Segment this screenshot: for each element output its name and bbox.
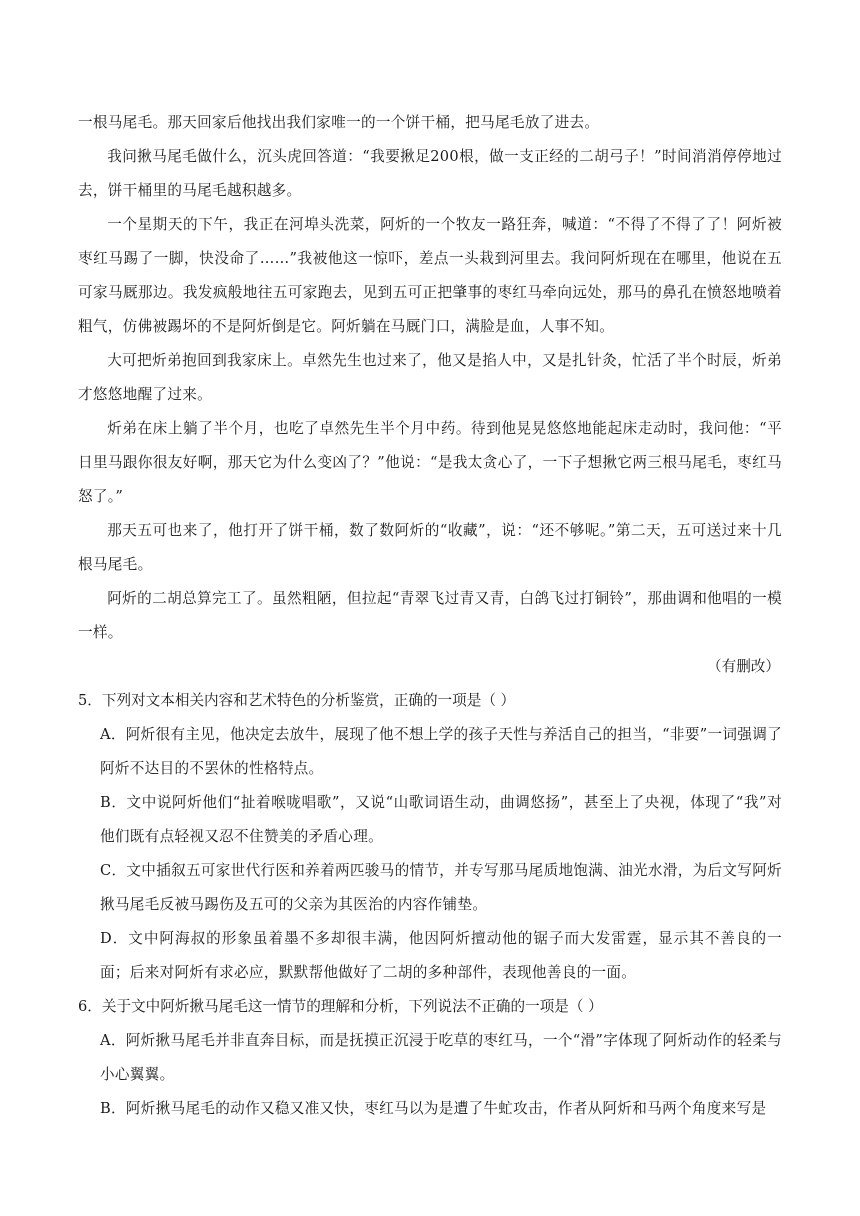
question-stem: 6．关于文中阿炘揪马尾毛这一情节的理解和分析，下列说法不正确的一项是（ ） [78,998,603,1015]
option-d: D．文中阿海叔的形象虽着墨不多却很丰满，他因阿炘擅动他的锯子而大发雷霆，显示其不善良的一面；后来对阿炘有求必应，默默帮他做好了二胡的多种部件，表现他善良的一面。 [100,930,782,981]
passage-paragraph-7: 阿炘的二胡总算完工了。虽然粗陋，但拉起“青翠飞过青又青，白鸽飞过打铜铃”，那曲调和他唱的一模一样。 [78,590,782,641]
passage-paragraph-3: 一个星期天的下午，我正在河埠头洗菜，阿炘的一个牧友一路狂奔，喊道：“不得了不得了了！阿炘被枣红马踢了一脚，快没命了……”我被他这一惊吓，差点一头栽到河里去。我问阿炘现在在哪里，他说在五可家马厩那边。我发疯般地往五可家跑去，见到五可正把肇事的枣红马牵向远处，那马的鼻孔在愤怒地喷着粗气，仿佛被踢坏的不是阿炘倒是它。阿炘躺在马厩门口，满脸是血，人事不知。 [78,216,782,335]
option-c: C．文中插叙五可家世代行医和养着两匹骏马的情节，并专写那马尾质地饱满、油光水滑，为后文写阿炘揪马尾毛反被马踢伤及五可的父亲为其医治的内容作铺垫。 [100,862,782,913]
passage-paragraph-4: 大可把炘弟抱回到我家床上。卓然先生也过来了，他又是掐人中，又是扎针灸，忙活了半个时辰，炘弟才悠悠地醒了过来。 [78,352,782,403]
passage-paragraph-2: 我问揪马尾毛做什么，沉头虎回答道：“我要揪足200根，做一支正经的二胡弓子！”时间消消停停地过去，饼干桶里的马尾毛越积越多。 [78,148,782,199]
passage [78,106,782,650]
passage-paragraph-6: 那天五可也来了，他打开了饼干桶，数了数阿炘的“收藏”，说：“还不够呢。”第二天，五可送过来十几根马尾毛。 [78,522,782,573]
question-stem: 5．下列对文本相关内容和艺术特色的分析鉴赏，正确的一项是（ ） [78,692,516,709]
document-page [78,106,782,1126]
option-a: A．阿炘很有主见，他决定去放牛，展现了他不想上学的孩子天性与养活自己的担当，“非要”一词强调了阿炘不达目的不罢休的性格特点。 [100,726,782,777]
option-b: B．阿炘揪马尾毛的动作又稳又准又快，枣红马以为是遭了牛虻攻击，作者从阿炘和马两个角度来写是 [100,1100,767,1117]
passage-paragraph-5: 炘弟在床上躺了半个月，也吃了卓然先生半个月中药。待到他晃晃悠悠地能起床走动时，我问他：“平日里马跟你很友好啊，那天它为什么变凶了？”他说：“是我太贪心了，一下子想揪它两三根马尾毛，枣红马怒了。” [78,420,782,505]
source-note: （有删改） [707,658,780,675]
passage-paragraph-1: 一根马尾毛。那天回家后他找出我们家唯一的一个饼干桶，把马尾毛放了进去。 [78,114,600,131]
option-b: B．文中说阿炘他们“扯着喉咙唱歌”，又说“山歌词语生动，曲调悠扬”，甚至上了央视，体现了“我”对他们既有点轻视又忍不住赞美的矛盾心理。 [100,794,782,845]
question-5 [78,684,782,990]
option-a: A．阿炘揪马尾毛并非直奔目标，而是抚摸正沉浸于吃草的枣红马，一个“滑”字体现了阿炘动作的轻柔与小心翼翼。 [100,1032,782,1083]
question-6 [78,990,782,1126]
